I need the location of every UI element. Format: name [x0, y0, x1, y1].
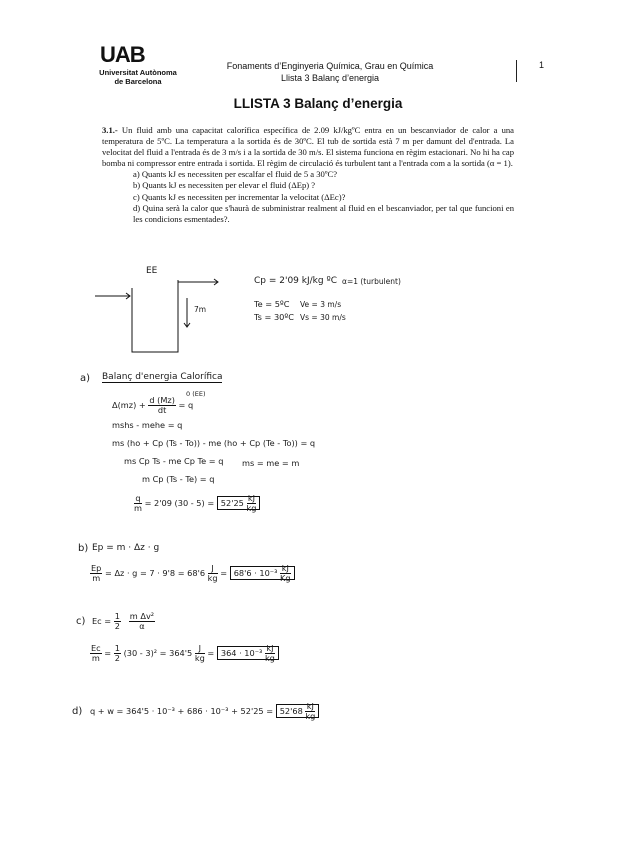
eq-c1: [92, 612, 155, 631]
result-c-unit-den: kg: [264, 653, 275, 663]
eq-a6-fraction: [134, 494, 142, 513]
page-number: 1: [539, 60, 545, 70]
eq-c2-mid: (30 - 3)² = 364'5: [123, 648, 193, 658]
eq-c2-unit-num: J: [195, 644, 205, 654]
eq-c1-lhs: Ec =: [92, 616, 112, 626]
eq-c2-n1: 1: [114, 643, 120, 653]
eq-a1-lhs: Δ(mz) +: [112, 400, 146, 410]
result-b-unit-num: kJ: [281, 563, 289, 573]
eq-a6: [134, 494, 260, 513]
eq-b2-mid: = Δz · g = 7 · 9'8 = 68'6: [104, 568, 206, 578]
question-a: a) Quants kJ es necessiten per escalfar el fluid de 5 a 30ºC?: [133, 169, 338, 180]
part-c-label: c): [76, 616, 86, 627]
eq-a4-ms: ms = me = m: [242, 458, 300, 468]
eq-b2-unit: [208, 564, 218, 583]
given-alpha: α=1 (turbulent): [342, 277, 401, 286]
eq-a6-den: m: [134, 503, 142, 513]
running-header: [220, 60, 440, 84]
problem-number: 3.1.-: [102, 125, 118, 135]
exchanger-sketch: [90, 262, 230, 362]
question-c: c) Quants kJ es necessiten per incrementar la velocitat (ΔEc)?: [133, 191, 346, 202]
eq-a1-fraction: [148, 396, 176, 415]
result-c-value: 364 · 10⁻³: [220, 648, 263, 658]
eq-c1-d2: α: [139, 621, 145, 631]
result-a-unit-num: kJ: [247, 493, 256, 503]
eq-c2-d1: 2: [114, 653, 120, 663]
uab-logo: UAB: [100, 42, 145, 67]
page-title: LLISTA 3 Balanç d’energia: [233, 96, 403, 111]
eq-c2-unit-den: kg: [194, 653, 205, 663]
course-name: Fonaments d’Enginyeria Química, Grau en Química: [226, 61, 434, 71]
eq-d-body: q + w = 364'5 · 10⁻³ + 686 · 10⁻³ + 52'25 =: [90, 706, 274, 716]
eq-c1-n1: 1: [114, 611, 120, 621]
eq-a1: [112, 396, 193, 415]
result-d-unit-den: kg: [305, 711, 316, 721]
given-ve: Ve = 3 m/s: [300, 300, 342, 309]
eq-c2-half: [114, 644, 121, 663]
eq-c2: $\frac{Ec}{m}$ = $\frac{1}{2}$ (30 - 3)² = 364'5 $\frac{J}{kg}$ = 364 · 10⁻³ $\frac{kJ}{kg}$: [90, 644, 279, 663]
problem-text: [102, 125, 514, 169]
result-a-unit-den: kg: [246, 503, 257, 513]
eq-b2-unit-num: J: [208, 564, 218, 574]
result-a-value: 52'25: [220, 498, 244, 508]
problem-statement: [102, 125, 514, 225]
vessel-outline: [132, 280, 178, 352]
eq-c2-unit: [195, 644, 205, 663]
result-c-unit-num: kJ: [266, 643, 274, 653]
result-d-value: 52'68: [279, 706, 303, 716]
eq-a4: ms Cp Ts - me Cp Te = q: [124, 456, 224, 466]
eq-a6-num: q: [135, 493, 141, 503]
eq-a5: m Cp (Ts - Te) = q: [142, 474, 215, 484]
eq-b2-unit-den: kg: [207, 573, 218, 583]
given-ts: Ts = 30ºC: [254, 312, 294, 322]
eq-a1-rhs: = q: [178, 400, 194, 410]
result-b-value: 68'6 · 10⁻³: [233, 568, 278, 578]
result-d: [276, 701, 320, 721]
header-subtitle: Llista 3 Balanç d’energia: [280, 73, 380, 83]
eq-c2-den: m: [91, 653, 100, 663]
sketch-label-ee: EE: [146, 266, 158, 276]
university-name: [86, 68, 190, 86]
university-line-2: de Barcelona: [114, 77, 162, 86]
given-te: Te = 5ºC: [254, 299, 290, 309]
eq-c1-fraction: [129, 612, 155, 631]
problem-body: Un fluid amb una capacitat calorífica específica de 2.09 kJ/kgºC entra en un bescanviador de calor a una temperatura de 5ºC. La temperatura a la sortida és de 30ºC. El tub de sortida està 7 m per damunt del d'entrada. La velocitat del fluid a l'entrada és de 3 m/s i a la sortida de 30 m/s. El sistema funciona en règim estacionari. No hi ha cap bomba ni compressor entre entrada i sortida. El règim de circulació és turbulent tant a l'entrada com a la sortida (α = 1).: [102, 125, 514, 169]
part-d-label: d): [72, 706, 83, 717]
eq-b2-fraction: [90, 564, 102, 583]
eq-a3: ms (ho + Cp (Ts - To)) - me (ho + Cp (Te - To)) = q: [112, 438, 316, 448]
eq-c1-n2: m Δv²: [129, 611, 155, 621]
eq-b2-den: m: [92, 573, 101, 583]
eq-b2-num: Ep: [91, 563, 102, 573]
part-a-heading: Balanç d'energia Calorífica: [102, 372, 223, 382]
eq-a2: mshs - mehe = q: [112, 420, 183, 430]
result-b-unit-den: Kg: [280, 573, 291, 583]
eq-a1-den: dt: [157, 405, 167, 415]
eq-a1-num: d (Mz): [149, 395, 175, 405]
eq-d: [90, 702, 319, 721]
header-divider: [516, 60, 517, 82]
eq-a6-mid: = 2'09 (30 - 5) =: [144, 498, 215, 508]
question-b: b) Quants kJ es necessiten per elevar el fluid (ΔEp) ?: [133, 180, 316, 191]
eq-c1-half: [114, 612, 121, 631]
question-d: d) Quina serà la calor que s'haurà de subministrar realment al fluid en el bescanviador, per tal que funcioni en les condicions esmentades?.: [133, 202, 514, 224]
part-a-label: a): [80, 373, 91, 384]
eq-c2-num: Ec: [91, 643, 101, 653]
part-b-label: b): [78, 543, 89, 554]
eq-b2: $\frac{Ep}{m}$ = Δz · g = 7 · 9'8 = 68'6 $\frac{J}{kg}$ = 68'6 · 10⁻³ $\frac{kJ}{Kg}$: [90, 564, 295, 583]
result-b: [230, 563, 295, 583]
eq-c1-d1: 2: [114, 621, 120, 631]
result-d-unit-num: kJ: [306, 701, 314, 711]
result-c: [217, 643, 279, 663]
eq-b1: Ep = m · Δz · g: [92, 543, 160, 553]
given-cp: Cp = 2'09 kJ/kg ºC: [254, 276, 337, 286]
eq-a1-note: 0 (EE): [186, 390, 206, 398]
given-vs: Vs = 30 m/s: [300, 313, 346, 322]
eq-c2-fraction: [90, 644, 102, 663]
university-line-1: Universitat Autònoma: [99, 68, 177, 77]
result-a: [217, 493, 261, 513]
sketch-height: 7m: [194, 305, 207, 314]
